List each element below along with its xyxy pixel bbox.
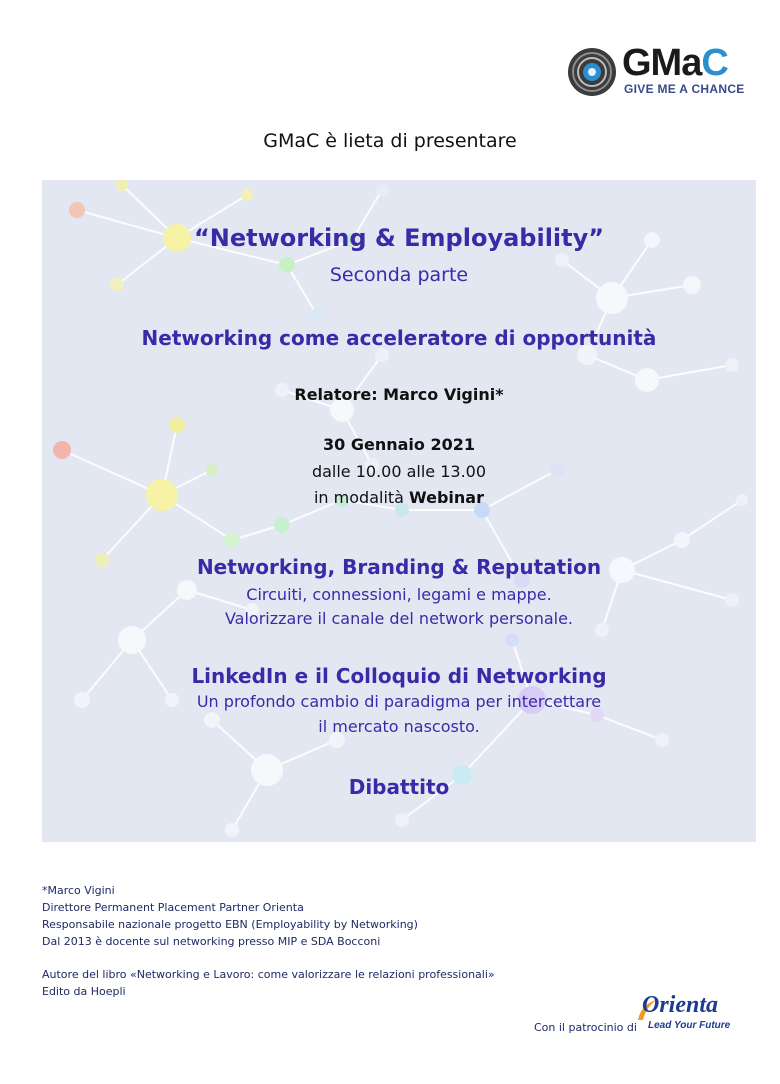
section1-line2: Valorizzare il canale del network personale. bbox=[224, 609, 574, 628]
event-subtitle: Seconda parte bbox=[329, 264, 469, 286]
gmac-logo bbox=[566, 42, 756, 102]
bio-line: Edito da Hoepli bbox=[42, 985, 126, 998]
intro-text: GMaC è lieta di presentare bbox=[263, 130, 517, 152]
closing-title: Dibattito bbox=[348, 775, 450, 799]
event-panel bbox=[42, 180, 756, 842]
sponsor-label: Con il patrocinio di bbox=[534, 1021, 637, 1034]
bio-line: Direttore Permanent Placement Partner Orienta bbox=[42, 901, 304, 914]
section2-title: LinkedIn e il Colloquio di Networking bbox=[191, 664, 607, 688]
section1-line1: Circuiti, connessioni, legami e mappe. bbox=[246, 585, 552, 604]
orienta-logo bbox=[636, 992, 736, 1036]
section1-title: Networking, Branding & Reputation bbox=[196, 555, 602, 579]
bio-line: Dal 2013 è docente sul networking presso MIP e SDA Bocconi bbox=[42, 935, 381, 948]
orienta-name: Orienta bbox=[642, 992, 719, 1018]
event-mode: in modalità Webinar bbox=[313, 488, 484, 507]
speaker-line: Relatore: Marco Vigini* bbox=[294, 385, 504, 404]
section2-line2: il mercato nascosto. bbox=[318, 717, 480, 736]
speaker-bio bbox=[42, 882, 495, 1000]
swirl-logo-icon bbox=[566, 46, 618, 98]
event-date: 30 Gennaio 2021 bbox=[323, 435, 475, 454]
bio-line: *Marco Vigini bbox=[42, 884, 115, 897]
orienta-slogan: Lead Your Future bbox=[648, 1020, 731, 1031]
section2-line1: Un profondo cambio di paradigma per intercettare bbox=[196, 692, 602, 711]
event-title: “Networking & Employability” bbox=[193, 224, 605, 252]
event-time: dalle 10.00 alle 13.00 bbox=[311, 462, 487, 481]
brand-tagline: GIVE ME A CHANCE bbox=[624, 82, 745, 96]
bio-line: Autore del libro «Networking e Lavoro: come valorizzare le relazioni professionali» bbox=[42, 968, 495, 981]
bio-line: Responsabile nazionale progetto EBN (Employability by Networking) bbox=[42, 918, 418, 931]
brand-name: GMaC bbox=[622, 42, 728, 84]
event-heading: Networking come acceleratore di opportunità bbox=[141, 326, 657, 350]
